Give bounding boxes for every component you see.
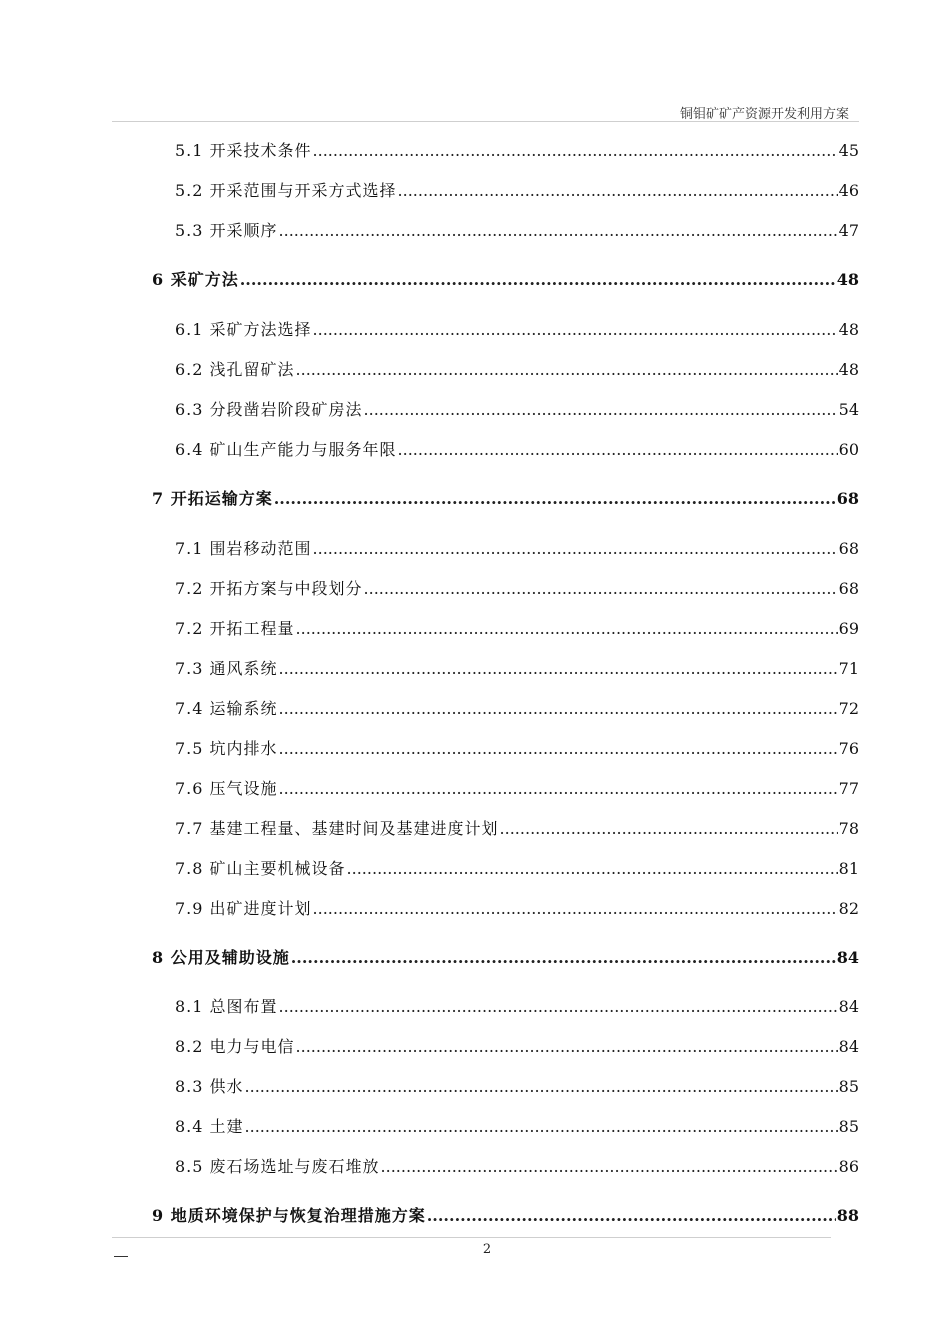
- toc-entry-page: 78: [838, 819, 859, 838]
- toc-entry-6-2[interactable]: [175, 358, 859, 382]
- toc-entry-5-3[interactable]: [175, 219, 859, 243]
- toc-chapter-page: 84: [836, 948, 859, 967]
- toc-leader-dots: [296, 617, 838, 641]
- toc-entry-6-1[interactable]: [175, 318, 859, 342]
- toc-entry-page: 85: [838, 1117, 859, 1136]
- toc-entry-title: 6.1 采矿方法选择: [175, 320, 312, 339]
- toc-leader-dots: [381, 1155, 838, 1179]
- toc-entry-title: 7.1 围岩移动范围: [175, 539, 312, 558]
- toc-entry-8-2[interactable]: [175, 1035, 859, 1059]
- toc-chapter-8[interactable]: [152, 946, 859, 970]
- toc-leader-dots: [364, 577, 838, 601]
- toc-entry-7-4[interactable]: [175, 697, 859, 721]
- toc-chapter-page: 88: [836, 1206, 859, 1225]
- toc-leader-dots: [245, 1115, 838, 1139]
- toc-entry-8-3[interactable]: [175, 1075, 859, 1099]
- toc-entry-title: 7.2 开拓工程量: [175, 619, 295, 638]
- toc-entry-7-2a[interactable]: [175, 577, 859, 601]
- toc-leader-dots: [279, 657, 838, 681]
- footer-divider: [112, 1237, 831, 1238]
- toc-entry-title: 7.7 基建工程量、基建时间及基建进度计划: [175, 819, 499, 838]
- toc-leader-dots: [313, 897, 838, 921]
- toc-chapter-7[interactable]: [152, 487, 859, 511]
- toc-entry-title: 7.2 开拓方案与中段划分: [175, 579, 363, 598]
- toc-entry-page: 48: [838, 360, 859, 379]
- toc-entry-6-4[interactable]: [175, 438, 859, 462]
- toc-leader-dots: [279, 777, 838, 801]
- toc-entry-page: 85: [838, 1077, 859, 1096]
- toc-leader-dots: [279, 219, 838, 243]
- toc-entry-5-2[interactable]: [175, 179, 859, 203]
- toc-entry-title: 6.4 矿山生产能力与服务年限: [175, 440, 397, 459]
- toc-entry-page: 48: [838, 320, 859, 339]
- toc-entry-page: 81: [838, 859, 859, 878]
- toc-entry-page: 86: [838, 1157, 859, 1176]
- toc-entry-7-7[interactable]: [175, 817, 859, 841]
- toc-entry-7-6[interactable]: [175, 777, 859, 801]
- toc-entry-8-5[interactable]: [175, 1155, 859, 1179]
- toc-entry-page: 60: [838, 440, 859, 459]
- toc-leader-dots: [296, 358, 838, 382]
- toc-entry-7-1[interactable]: [175, 537, 859, 561]
- toc-leader-dots: [279, 737, 838, 761]
- toc-entry-title: 7.3 通风系统: [175, 659, 278, 678]
- toc-leader-dots: [313, 318, 838, 342]
- toc-entry-title: 7.9 出矿进度计划: [175, 899, 312, 918]
- toc-leader-dots: [245, 1075, 838, 1099]
- toc-leader-dots: [398, 438, 838, 462]
- toc-chapter-9[interactable]: [152, 1204, 859, 1228]
- toc-entry-page: 68: [838, 579, 859, 598]
- document-title: 铜钼矿矿产资源开发利用方案: [679, 107, 849, 122]
- toc-entry-title: 5.2 开采范围与开采方式选择: [175, 181, 397, 200]
- toc-entry-page: 76: [838, 739, 859, 758]
- toc-entry-title: 5.3 开采顺序: [175, 221, 278, 240]
- toc-entry-8-1[interactable]: [175, 995, 859, 1019]
- toc-leader-dots: [347, 857, 838, 881]
- toc-entry-page: 54: [838, 400, 859, 419]
- toc-leader-dots: [313, 537, 838, 561]
- toc-entry-8-4[interactable]: [175, 1115, 859, 1139]
- toc-leader-dots: [279, 697, 838, 721]
- toc-entry-7-5[interactable]: [175, 737, 859, 761]
- toc-chapter-title: 8 公用及辅助设施: [152, 948, 290, 967]
- toc-entry-page: 72: [838, 699, 859, 718]
- toc-entry-title: 7.4 运输系统: [175, 699, 278, 718]
- toc-entry-title: 7.8 矿山主要机械设备: [175, 859, 346, 878]
- toc-chapter-title: 7 开拓运输方案: [152, 489, 273, 508]
- toc-entry-title: 7.6 压气设施: [175, 779, 278, 798]
- toc-entry-title: 8.4 土建: [175, 1117, 244, 1136]
- toc-entry-page: 68: [838, 539, 859, 558]
- footer-mark: [114, 1256, 128, 1257]
- toc-entry-title: 6.3 分段凿岩阶段矿房法: [175, 400, 363, 419]
- toc-entry-title: 8.1 总图布置: [175, 997, 278, 1016]
- toc-entry-title: 8.2 电力与电信: [175, 1037, 295, 1056]
- toc-entry-page: 47: [838, 221, 859, 240]
- toc-chapter-page: 48: [836, 270, 859, 289]
- toc-leader-dots: [313, 139, 838, 163]
- toc-entry-page: 45: [838, 141, 859, 160]
- toc-chapter-title: 6 采矿方法: [152, 270, 239, 289]
- toc-entry-page: 69: [838, 619, 859, 638]
- toc-entry-page: 71: [838, 659, 859, 678]
- page-number: 2: [482, 1242, 492, 1257]
- toc-entry-page: 84: [838, 1037, 859, 1056]
- toc-entry-7-2b[interactable]: [175, 617, 859, 641]
- toc-chapter-6[interactable]: [152, 268, 859, 292]
- toc-entry-title: 6.2 浅孔留矿法: [175, 360, 295, 379]
- toc-leader-dots: [500, 817, 838, 841]
- toc-entry-6-3[interactable]: [175, 398, 859, 422]
- toc-leader-dots: [274, 487, 836, 511]
- toc-entry-title: 7.5 坑内排水: [175, 739, 278, 758]
- toc-chapter-title: 9 地质环境保护与恢复治理措施方案: [152, 1206, 426, 1225]
- toc-leader-dots: [291, 946, 836, 970]
- toc-leader-dots: [240, 268, 836, 292]
- toc-leader-dots: [279, 995, 838, 1019]
- toc-entry-page: 77: [838, 779, 859, 798]
- toc-entry-page: 46: [838, 181, 859, 200]
- toc-entry-title: 8.5 废石场选址与废石堆放: [175, 1157, 380, 1176]
- toc-entry-7-9[interactable]: [175, 897, 859, 921]
- toc-entry-page: 84: [838, 997, 859, 1016]
- toc-entry-title: 8.3 供水: [175, 1077, 244, 1096]
- toc-entry-page: 82: [838, 899, 859, 918]
- toc-entry-title: 5.1 开采技术条件: [175, 141, 312, 160]
- toc-leader-dots: [427, 1204, 836, 1228]
- toc-entry-5-1[interactable]: [175, 139, 859, 163]
- toc-leader-dots: [364, 398, 838, 422]
- toc-leader-dots: [398, 179, 838, 203]
- toc-leader-dots: [296, 1035, 838, 1059]
- toc-entry-7-3[interactable]: [175, 657, 859, 681]
- toc-chapter-page: 68: [836, 489, 859, 508]
- toc-entry-7-8[interactable]: [175, 857, 859, 881]
